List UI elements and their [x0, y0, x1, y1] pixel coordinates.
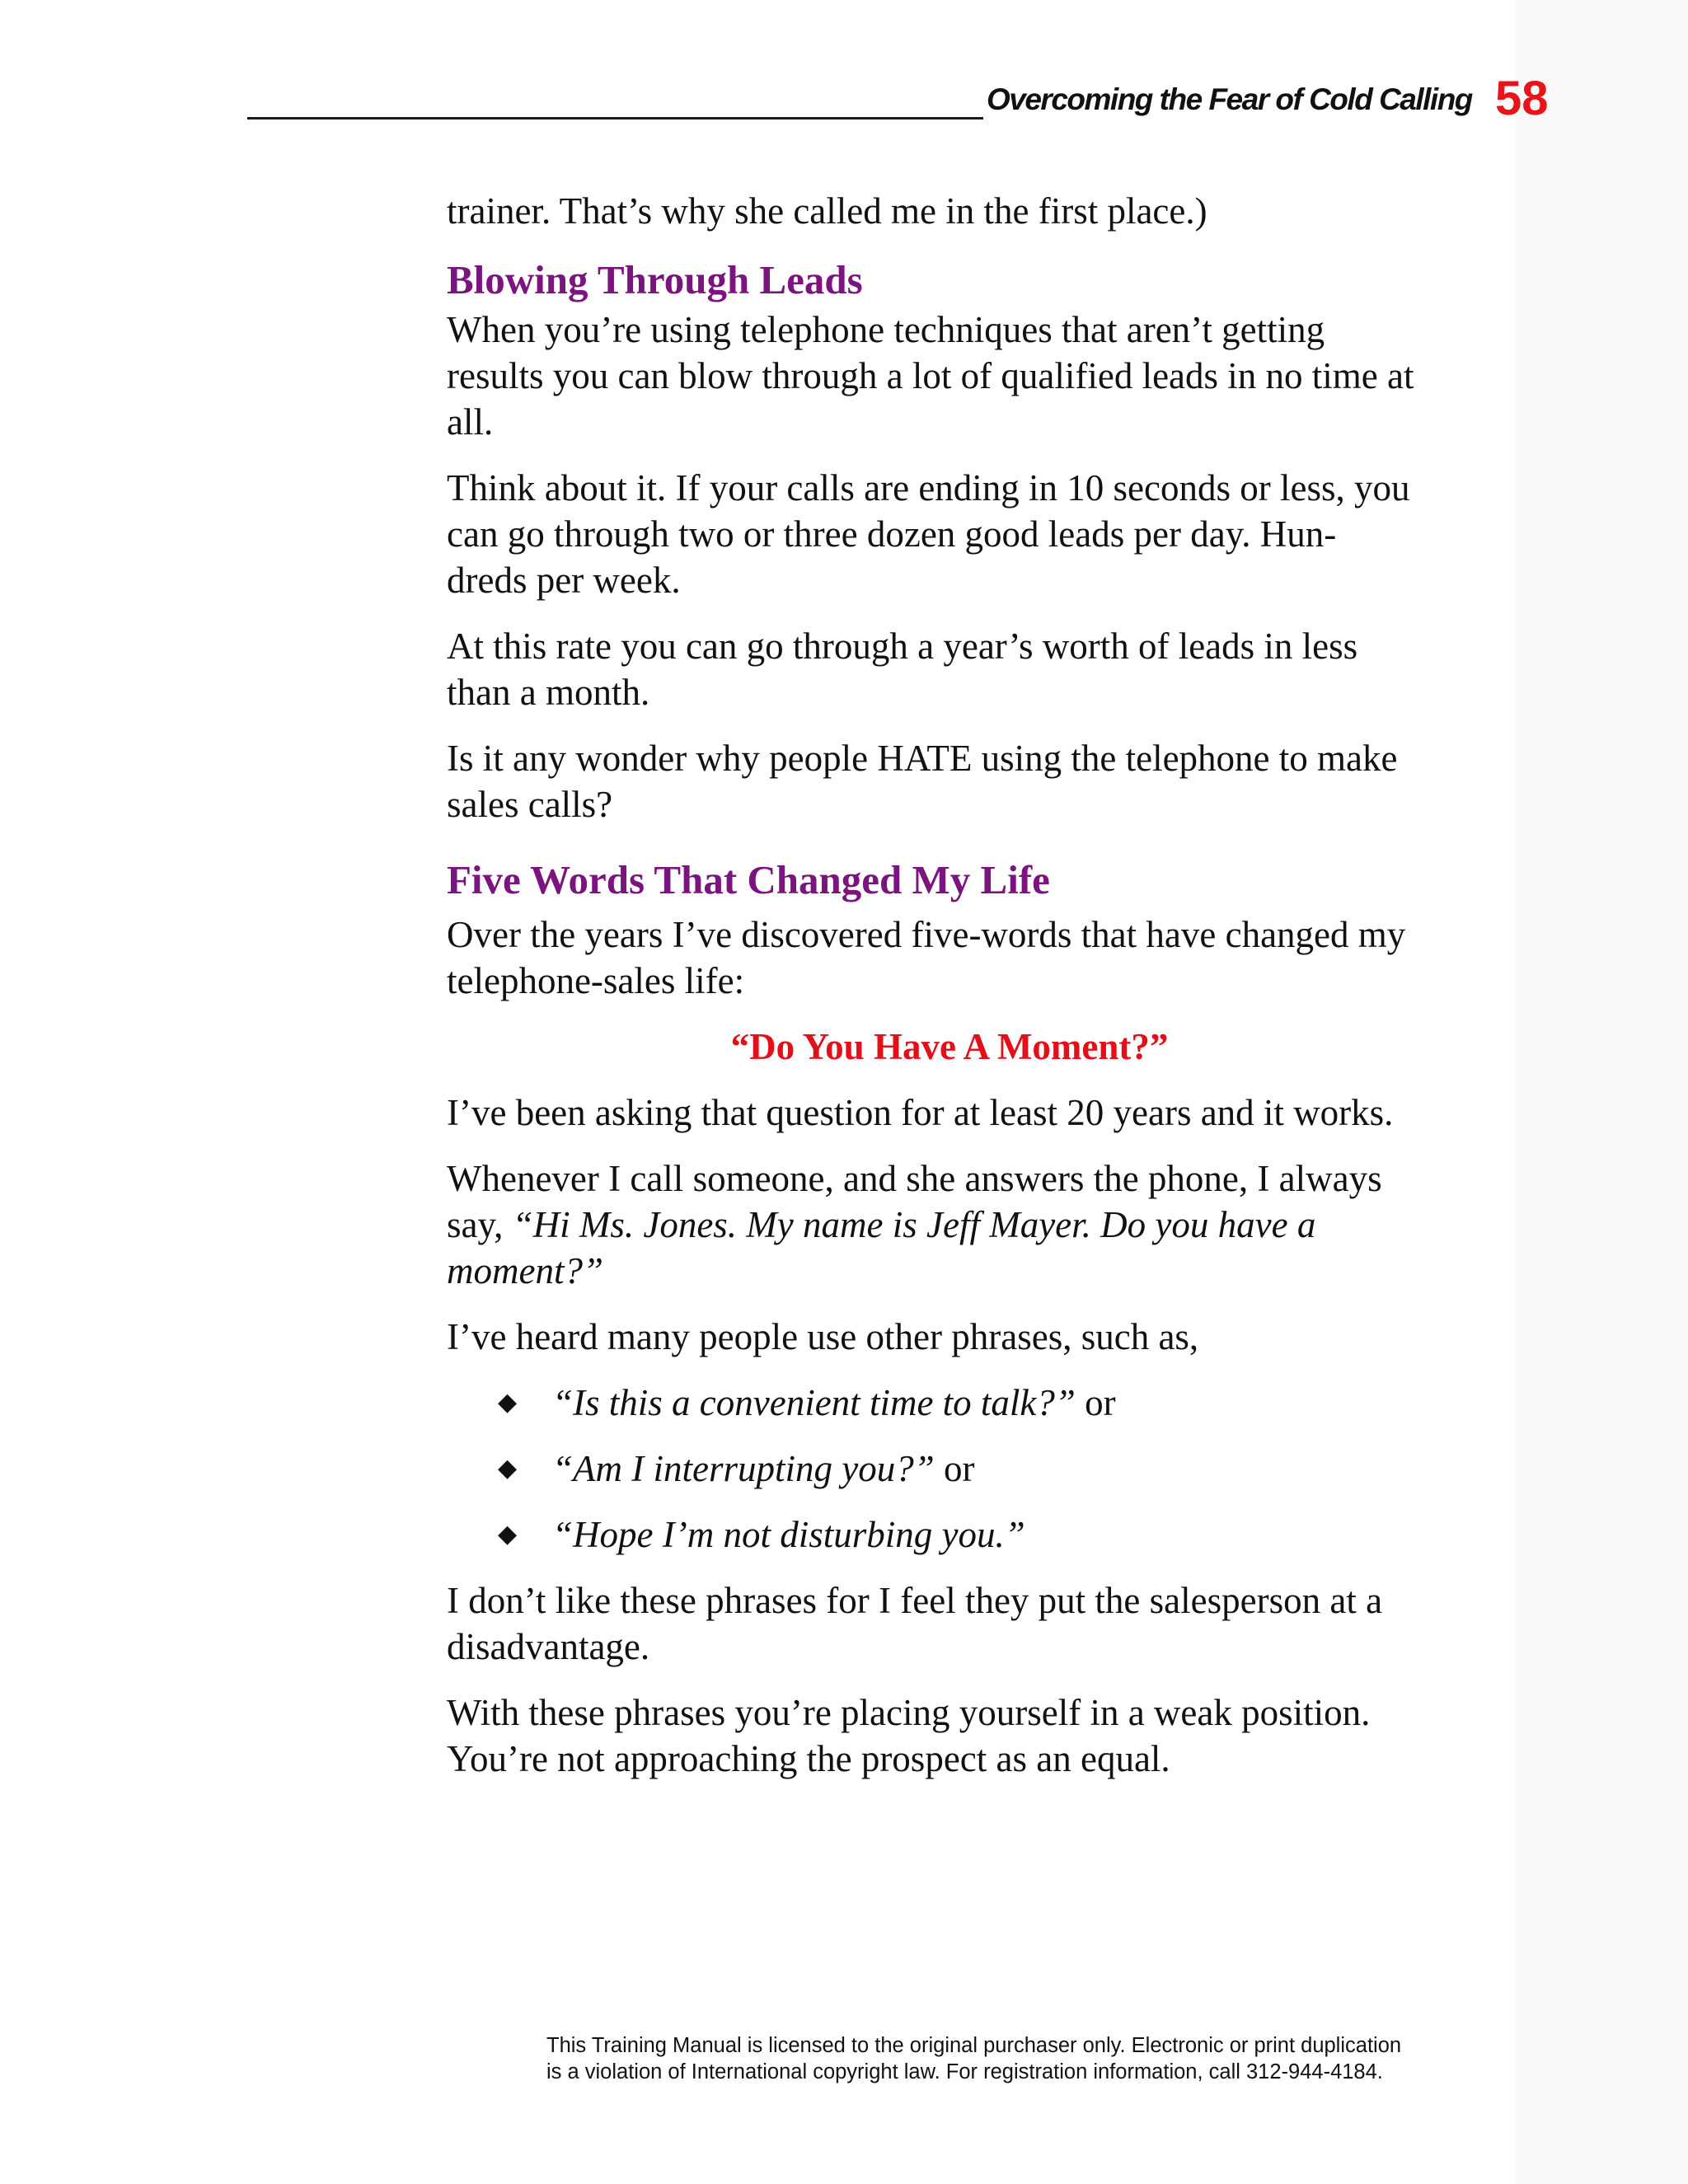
- line: dreds per week.: [447, 560, 681, 601]
- line: all.: [447, 401, 494, 443]
- paragraph-five-5: [447, 1577, 1452, 1670]
- diamond-bullet-icon: ◆: [498, 1521, 518, 1548]
- paragraph-five-2: I’ve been asking that question for at least 20 years and it works.: [447, 1092, 1394, 1133]
- line: At this rate you can go through a year’s worth of leads in less: [447, 626, 1358, 667]
- paragraph-five-6: [447, 1690, 1452, 1782]
- running-title: Overcoming the Fear of Cold Calling: [987, 82, 1472, 116]
- line: sales calls?: [447, 784, 613, 825]
- line: can go through two or three dozen good leads per day. Hun-: [447, 513, 1337, 555]
- line: I don’t like these phrases for I feel they put the salesperson at a: [447, 1580, 1383, 1621]
- paragraph-blowing-4: [447, 735, 1452, 827]
- line: Is it any wonder why people HATE using the telephone to make: [447, 738, 1398, 779]
- phrase-italic: “Am I interrupting you?”: [552, 1448, 935, 1489]
- line-prefix: say,: [447, 1204, 513, 1245]
- line: You’re not approaching the prospect as an equal.: [447, 1738, 1170, 1779]
- paragraph-five-1: [447, 912, 1452, 1004]
- heading-five-words: Five Words That Changed My Life: [447, 857, 1050, 902]
- quote-do-you-have-a-moment: “Do You Have A Moment?”: [730, 1026, 1169, 1067]
- line: When you’re using telephone techniques that aren’t getting: [447, 309, 1325, 350]
- line: Over the years I’ve discovered five-words that have changed my: [447, 914, 1406, 955]
- page-edge-shade: [1515, 0, 1688, 2184]
- phrase-suffix: or: [1075, 1382, 1116, 1423]
- line: results you can blow through a lot of qualified leads in no time at: [447, 355, 1414, 396]
- diamond-bullet-icon: ◆: [498, 1455, 518, 1482]
- quote-italic: “Hi Ms. Jones. My name is Jeff Mayer. Do you have a: [512, 1204, 1316, 1245]
- diamond-bullet-icon: ◆: [498, 1389, 518, 1416]
- line: Think about it. If your calls are ending in 10 seconds or less, you: [447, 467, 1410, 509]
- paragraph-blowing-3: [447, 623, 1452, 715]
- list-item: [447, 1380, 1452, 1426]
- paragraph-blowing-1: [447, 307, 1452, 445]
- paragraph-five-4: I’ve heard many people use other phrases, such as,: [447, 1316, 1199, 1357]
- copyright-notice: [546, 2032, 1441, 2085]
- page-body: [447, 188, 1452, 1782]
- copyright-line: This Training Manual is licensed to the original purchaser only. Electronic or print duplication: [546, 2034, 1402, 2057]
- phrase-suffix: or: [934, 1448, 975, 1489]
- line: Whenever I call someone, and she answers the phone, I always: [447, 1158, 1382, 1199]
- line: telephone-sales life:: [447, 960, 745, 1001]
- phrase-italic: “Hope I’m not disturbing you.”: [552, 1514, 1025, 1555]
- heading-blowing-through-leads: Blowing Through Leads: [447, 257, 863, 302]
- quote-italic: moment?”: [447, 1250, 603, 1291]
- page-number: 58: [1495, 72, 1549, 125]
- line: than a month.: [447, 672, 650, 713]
- copyright-line: is a violation of International copyright law. For registration information, call 312-944-4184.: [546, 2060, 1383, 2083]
- header-rule: [247, 117, 983, 120]
- list-item: [447, 1511, 1452, 1558]
- paragraph-blowing-2: [447, 465, 1452, 603]
- phrase-list: [447, 1380, 1452, 1558]
- paragraph-five-3: [447, 1155, 1452, 1294]
- paragraph-intro: trainer. That’s why she called me in the first place.): [447, 190, 1207, 232]
- line: disadvantage.: [447, 1626, 650, 1667]
- line: With these phrases you’re placing yourself in a weak position.: [447, 1692, 1371, 1733]
- phrase-italic: “Is this a convenient time to talk?”: [552, 1382, 1076, 1423]
- list-item: [447, 1446, 1452, 1492]
